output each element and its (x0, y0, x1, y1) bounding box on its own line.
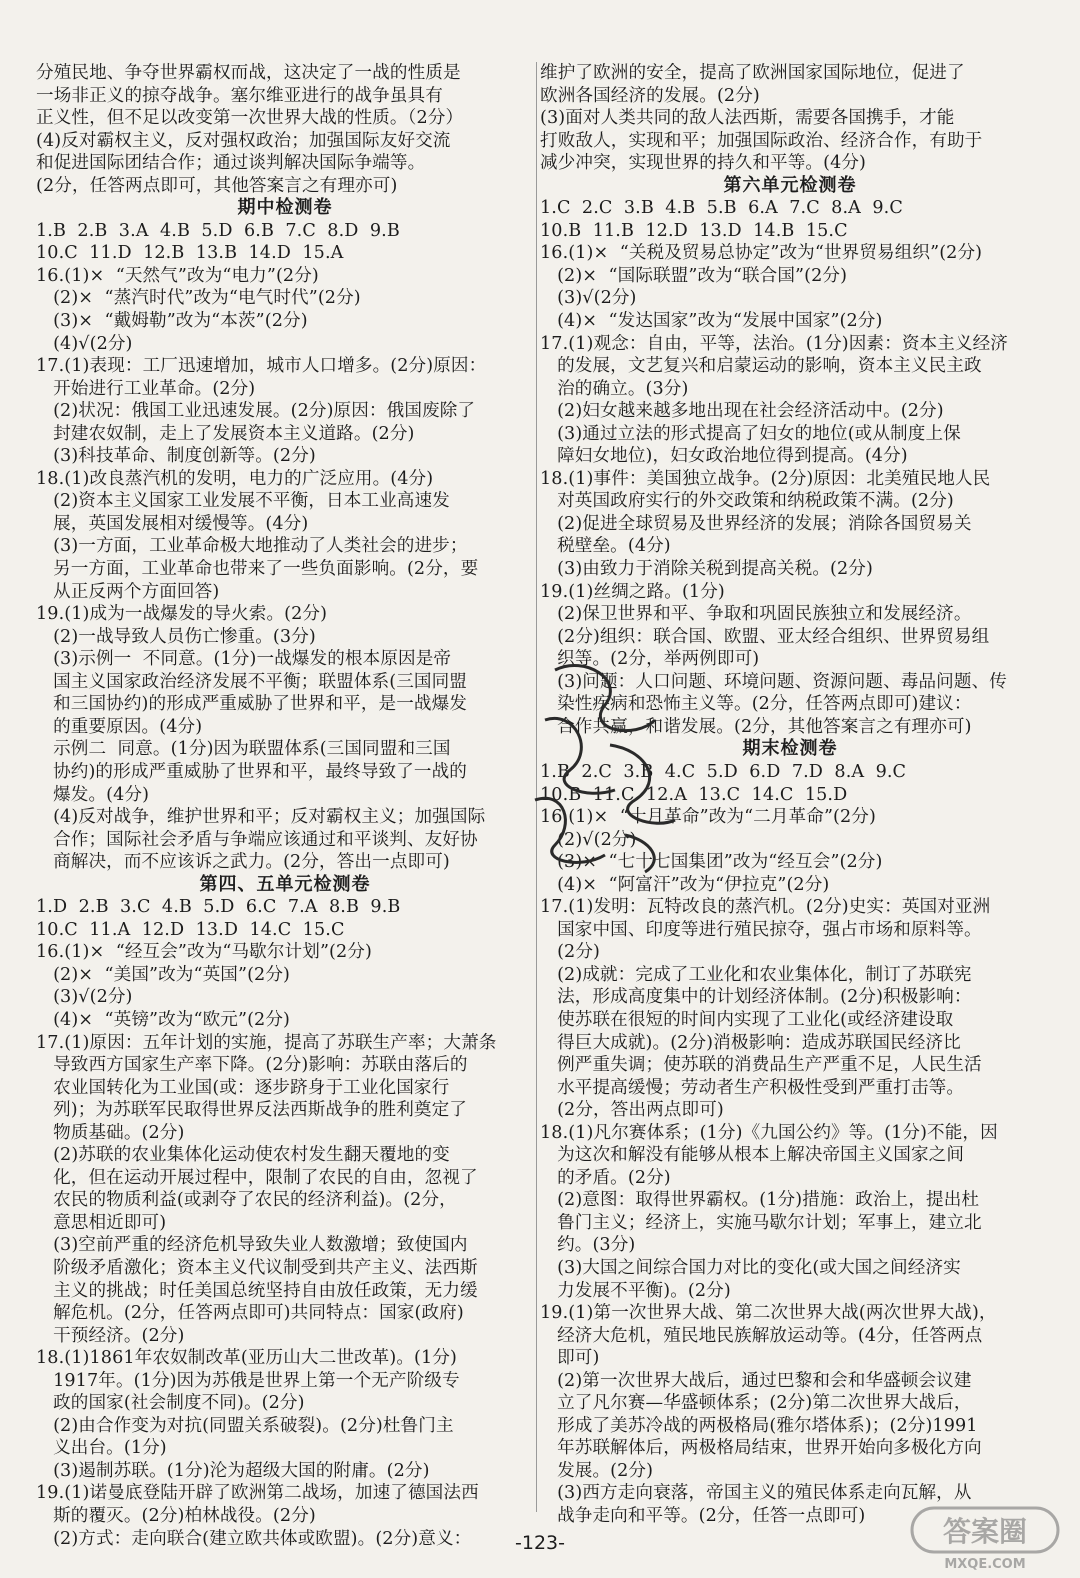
answer-line: (4)反对霸权主义，反对强权政治；加强国际友好交流 (36, 130, 451, 151)
answer-line: 欧洲各国经济的发展。(2分) (540, 85, 760, 106)
answer-line: (2分)组织：联合国、欧盟、亚太经合组织、世界贸易组 (540, 626, 990, 647)
answer-line: (2)方式：走向联合(建立欧共体或欧盟)。(2分)意义： (36, 1528, 472, 1549)
answer-line: (2)资本主义国家工业发展不平衡，日本工业高速发 (36, 491, 450, 512)
answer-line: 列)；为苏联军民取得世界反法西斯战争的胜利奠定了 (36, 1100, 468, 1121)
answer-line: (2)× “国际联盟”改为“联合国”(2分) (540, 265, 848, 286)
watermark-sub: MXQE.COM (944, 1557, 1026, 1572)
answer-line: (3)空前严重的经济危机导致失业人数激增；致使国内 (36, 1235, 468, 1256)
answer-line: 障妇女地位)，妇女政治地位得到提高。(4分) (540, 446, 908, 467)
answer-line: 示例二 同意。(1分)因为联盟体系(三国同盟和三国 (36, 739, 451, 760)
answer-line: 约。(3分) (540, 1235, 636, 1256)
answer-line: (3)遏制苏联。(1分)沦为超级大国的附庸。(2分) (36, 1460, 430, 1481)
answer-line: (3)面对人类共同的敌人法西斯，需要各国携手，才能 (540, 108, 955, 129)
answer-line: 国主义国家政治经济发展不平衡；联盟体系(三国同盟 (36, 671, 468, 692)
answer-line: (2)由合作变为对抗(同盟关系破裂)。(2分)杜鲁门主 (36, 1415, 454, 1436)
answer-line: 10.C 11.D 12.B 13.B 14.D 15.A (36, 243, 344, 264)
answer-line: 减少冲突，实现世界的持久和平等。(4分) (540, 153, 867, 174)
answer-line: 17.(1)原因：五年计划的实施，提高了苏联生产率；大萧条 (36, 1032, 497, 1053)
answer-line: (3)科技革命、制度创新等。(2分) (36, 446, 316, 467)
answer-line: 得巨大成就)。(2分)消极影响：造成苏联国民经济比 (540, 1032, 961, 1053)
answer-line: (3)√(2分) (540, 288, 637, 309)
section-heading: 第四、五单元检测卷 (199, 873, 371, 895)
answer-line: 对英国政府实行的外交政策和纳税政策不满。(2分) (540, 491, 954, 512)
answer-line: 协约)的形成严重威胁了世界和平，最终导致了一战的 (36, 761, 468, 782)
answer-line: 形成了美苏冷战的两极格局(雅尔塔体系)；(2分)1991 (540, 1415, 978, 1436)
answer-line: 立了凡尔赛—华盛顿体系；(2分)第二次世界大战后， (540, 1393, 972, 1414)
answer-line: (3)通过立法的形式提高了妇女的地位(或从制度上保 (540, 423, 961, 444)
answer-line: 1.D 2.B 3.C 4.B 5.D 6.C 7.A 8.B 9.B (36, 897, 401, 918)
section-heading: 期末检测卷 (742, 738, 838, 760)
watermark-text: 答案圈 (942, 1515, 1028, 1548)
answer-line: 展，英国发展相对缓慢等。(4分) (36, 513, 309, 534)
answer-line: 发展。(2分) (540, 1460, 654, 1481)
answer-line: (3)示例一 不同意。(1分)一战爆发的根本原因是帝 (36, 649, 452, 670)
answer-line: 经济大危机，殖民地民族解放运动等。(4分，任答两点 (540, 1325, 983, 1346)
answer-line: 政的国家(社会制度不同)。(2分) (36, 1393, 305, 1414)
answer-line: 19.(1)诺曼底登陆开辟了欧洲第二战场，加速了德国法西 (36, 1483, 479, 1504)
answer-line: 水平提高缓慢；劳动者生产积极性受到严重打击等。 (540, 1077, 965, 1098)
answer-line: 染性疾病和恐怖主义等。(2分，任答两点即可)建议： (540, 694, 972, 715)
answer-line: 为这次和解没有能够从根本上解决帝国主义国家之间 (540, 1145, 965, 1166)
answer-line: (3)由致力于消除关税到提高关税。(2分) (540, 559, 873, 580)
answer-line: 18.(1)事件：美国独立战争。(2分)原因：北美殖民地人民 (540, 468, 991, 489)
answer-line: (2)第一次世界大战后，通过巴黎和会和华盛顿会议建 (540, 1370, 972, 1391)
answer-line: 18.(1)改良蒸汽机的发明，电力的广泛应用。(4分) (36, 468, 434, 489)
answer-line: (3)西方走向衰落，帝国主义的殖民体系走向瓦解，从 (540, 1483, 972, 1504)
answer-line: (4)√(2分) (36, 333, 133, 354)
answer-line: 10.B 11.C 12.A 13.C 14.C 15.D (540, 784, 848, 805)
answer-line: 16.(1)× “天然气”改为“电力”(2分) (36, 265, 319, 286)
answer-line: (2)妇女越来越多地出现在社会经济活动中。(2分) (540, 401, 944, 422)
answer-line: (3)问题：人口问题、环境问题、资源问题、毒品问题、传 (540, 671, 1007, 692)
answer-line: (2)状况：俄国工业迅速发展。(2分)原因：俄国废除了 (36, 401, 476, 422)
answer-line: 17.(1)观念：自由，平等，法治。(1分)因素：资本主义经济 (540, 333, 1008, 354)
answer-line: 合作共赢，和谐发展。(2分，其他答案言之有理亦可) (540, 716, 972, 737)
answer-line: 法，形成高度集中的计划经济体制。(2分)积极影响： (540, 987, 972, 1008)
answer-line: 维护了欧洲的安全，提高了欧洲国家国际地位，促进了 (540, 63, 965, 83)
answer-line: 使苏联在很短的时间内实现了工业化(或经济建设取 (540, 1009, 954, 1030)
answer-line: 19.(1)成为一战爆发的导火索。(2分) (36, 604, 328, 625)
answer-line: 封建农奴制，走上了发展资本主义道路。(2分) (36, 423, 415, 444)
answer-line: 主义的挑战；时任美国总统坚持自由放任政策，无力缓 (36, 1280, 478, 1301)
answer-line: (2分) (540, 942, 600, 963)
answer-line: 19.(1)丝绸之路。(1分) (540, 581, 725, 602)
answer-line: 和促进国际团结合作；通过谈判解决国际争端等。 (36, 153, 426, 174)
answer-line: 1.B 2.C 3.B 4.C 5.D 6.D 7.D 8.A 9.C (540, 761, 907, 782)
answer-line: 农业国转化为工业国(或：逐步跻身于工业化国家行 (36, 1077, 450, 1098)
answer-line: 19.(1)第一次世界大战、第二次世界大战(两次世界大战)， (540, 1303, 997, 1324)
answer-line: 分殖民地、争夺世界霸权而战，这决定了一战的性质是 (36, 63, 461, 83)
answer-line: 合作；国际社会矛盾与争端应该通过和平谈判、友好协 (36, 829, 478, 850)
answer-line: 义出台。(1分) (36, 1438, 167, 1459)
answer-line: 斯的覆灭。(2分)柏林战役。(2分) (36, 1506, 316, 1526)
answer-line: 国家中国、印度等进行殖民掠夺，强占市场和原料等。 (540, 919, 982, 940)
answer-line: 商解决，而不应该诉之武力。(2分，答出一点即可) (36, 852, 450, 873)
answer-line: 16.(1)× “经互会”改为“马歇尔计划”(2分) (36, 942, 372, 963)
answer-line: 16.(1)× “十月革命”改为“二月革命”(2分) (540, 807, 876, 828)
column-divider (536, 62, 537, 1512)
answer-line: 战争走向和平等。(2分，任答一点即可) (540, 1506, 866, 1526)
answer-line: 正义性，但不足以改变第一次世界大战的性质。（2分） (36, 108, 464, 129)
answer-line: 1.C 2.C 3.B 4.B 5.B 6.A 7.C 8.A 9.C (540, 198, 903, 219)
answer-line: 的重要原因。(4分) (36, 716, 203, 737)
answer-line: 和三国协约)的形成严重威胁了世界和平，是一战爆发 (36, 694, 468, 715)
answer-line: (2)× “美国”改为“英国”(2分) (36, 964, 290, 985)
answer-line: 导致西方国家生产率下降。(2分)影响：苏联由落后的 (36, 1055, 468, 1076)
left-column (36, 62, 534, 1550)
answer-line: (4)× “英镑”改为“欧元”(2分) (36, 1009, 290, 1030)
answer-line: (4)× “阿富汗”改为“伊拉克”(2分) (540, 874, 830, 895)
answer-line: 17.(1)发明：瓦特改良的蒸汽机。(2分)史实：英国对亚洲 (540, 897, 991, 918)
answer-line: 1917年。(1分)因为苏俄是世界上第一个无产阶级专 (36, 1370, 460, 1391)
answer-line: 力发展不平衡)。(2分) (540, 1280, 731, 1301)
answer-line: (2分，任答两点即可，其他答案言之有理亦可) (36, 175, 398, 196)
answer-line: 即可) (540, 1348, 600, 1369)
answer-line: 从正反两个方面回答) (36, 581, 220, 602)
answer-line: (2)意图：取得世界霸权。(1分)措施：政治上，提出杜 (540, 1190, 980, 1211)
answer-line: 年苏联解体后，两极格局结束，世界开始向多极化方向 (540, 1438, 982, 1459)
answer-line: (3)× “戴姆勒”改为“本茨”(2分) (36, 311, 308, 332)
answer-line: (2)促进全球贸易及世界经济的发展；消除各国贸易关 (540, 513, 972, 534)
answer-line: 治的确立。(3分) (540, 378, 689, 399)
answer-line: (4)反对战争，维护世界和平；反对霸权主义；加强国际 (36, 807, 486, 828)
answer-line: 织等。(2分，举两例即可) (540, 649, 760, 670)
answer-line: (2分，答出两点即可) (540, 1100, 724, 1121)
answer-line: 阶级矛盾激化；资本主义代议制受到共产主义、法西斯 (36, 1257, 478, 1278)
answer-line: (2)保卫世界和平、争取和巩固民族独立和发展经济。 (540, 604, 972, 625)
answer-line: 17.(1)表现：工厂迅速增加，城市人口增多。(2分)原因： (36, 356, 487, 377)
answer-line: (3)√(2分) (36, 987, 133, 1008)
answer-line: 税壁垒。(4分) (540, 536, 671, 557)
answer-line: (3)一方面，工业革命极大地推动了人类社会的进步； (36, 536, 468, 557)
answer-line: (2)苏联的农业集体化运动使农村发生翻天覆地的变 (36, 1145, 450, 1166)
answer-line: (2)一战导致人员伤亡惨重。(3分) (36, 626, 316, 647)
answer-line: 18.(1)凡尔赛体系；(1分)《九国公约》等。(1分)不能，因 (540, 1122, 998, 1143)
answer-line: (4)× “发达国家”改为“发展中国家”(2分) (540, 311, 883, 332)
section-heading: 期中检测卷 (237, 197, 333, 219)
answer-line: 解危机。(2分，任答两点即可)共同特点：国家(政府) (36, 1303, 464, 1324)
answer-line: 另一方面，工业革命也带来了一些负面影响。(2分，要 (36, 559, 479, 580)
right-column (540, 62, 1040, 1528)
answer-line: 农民的物质利益(或剥夺了农民的经济利益)。(2分， (36, 1190, 457, 1211)
answer-line: (3)大国之间综合国力对比的变化(或大国之间经济实 (540, 1257, 961, 1278)
answer-line: 例严重失调；使苏联的消费品生产严重不足，人民生活 (540, 1055, 982, 1076)
answer-line: (2)× “蒸汽时代”改为“电气时代”(2分) (36, 288, 361, 309)
answer-line: (3)× “七十七国集团”改为“经互会”(2分) (540, 852, 883, 873)
answer-line: 意思相近即可) (36, 1212, 167, 1233)
answer-line: 化，但在运动开展过程中，限制了农民的自由，忽视了 (36, 1167, 478, 1188)
answer-line: 的发展，文艺复兴和启蒙运动的影响，资本主义民主政 (540, 356, 982, 377)
section-heading: 第六单元检测卷 (723, 174, 857, 196)
answer-line: 一场非正义的掠夺战争。塞尔维亚进行的战争虽具有 (36, 85, 443, 106)
answer-line: 10.C 11.A 12.D 13.D 14.C 15.C (36, 919, 345, 940)
answer-line: 开始进行工业革命。(2分) (36, 378, 256, 399)
answer-line: 16.(1)× “关税及贸易总协定”改为“世界贸易组织”(2分) (540, 243, 983, 264)
answer-line: 鲁门主义；经济上，实施马歇尔计划；军事上，建立北 (540, 1212, 982, 1233)
answer-line: 打败敌人，实现和平；加强国际政治、经济合作，有助于 (540, 130, 983, 151)
page-number: -123- (515, 1532, 565, 1554)
answer-line: 物质基础。(2分) (36, 1122, 185, 1143)
answer-line: 干预经济。(2分) (36, 1325, 185, 1346)
answer-line: (2)√(2分) (540, 829, 637, 850)
answer-line: (2)成就：完成了工业化和农业集体化，制订了苏联宪 (540, 964, 972, 985)
answer-line: 的矛盾。(2分) (540, 1167, 671, 1188)
answer-line: 1.B 2.B 3.A 4.B 5.D 6.B 7.C 8.D 9.B (36, 220, 400, 241)
answer-line: 爆发。(4分) (36, 784, 150, 805)
answer-line: 18.(1)1861年农奴制改革(亚历山大二世改革)。(1分) (36, 1348, 457, 1369)
answer-line: 10.B 11.B 12.D 13.D 14.B 15.C (540, 220, 848, 241)
